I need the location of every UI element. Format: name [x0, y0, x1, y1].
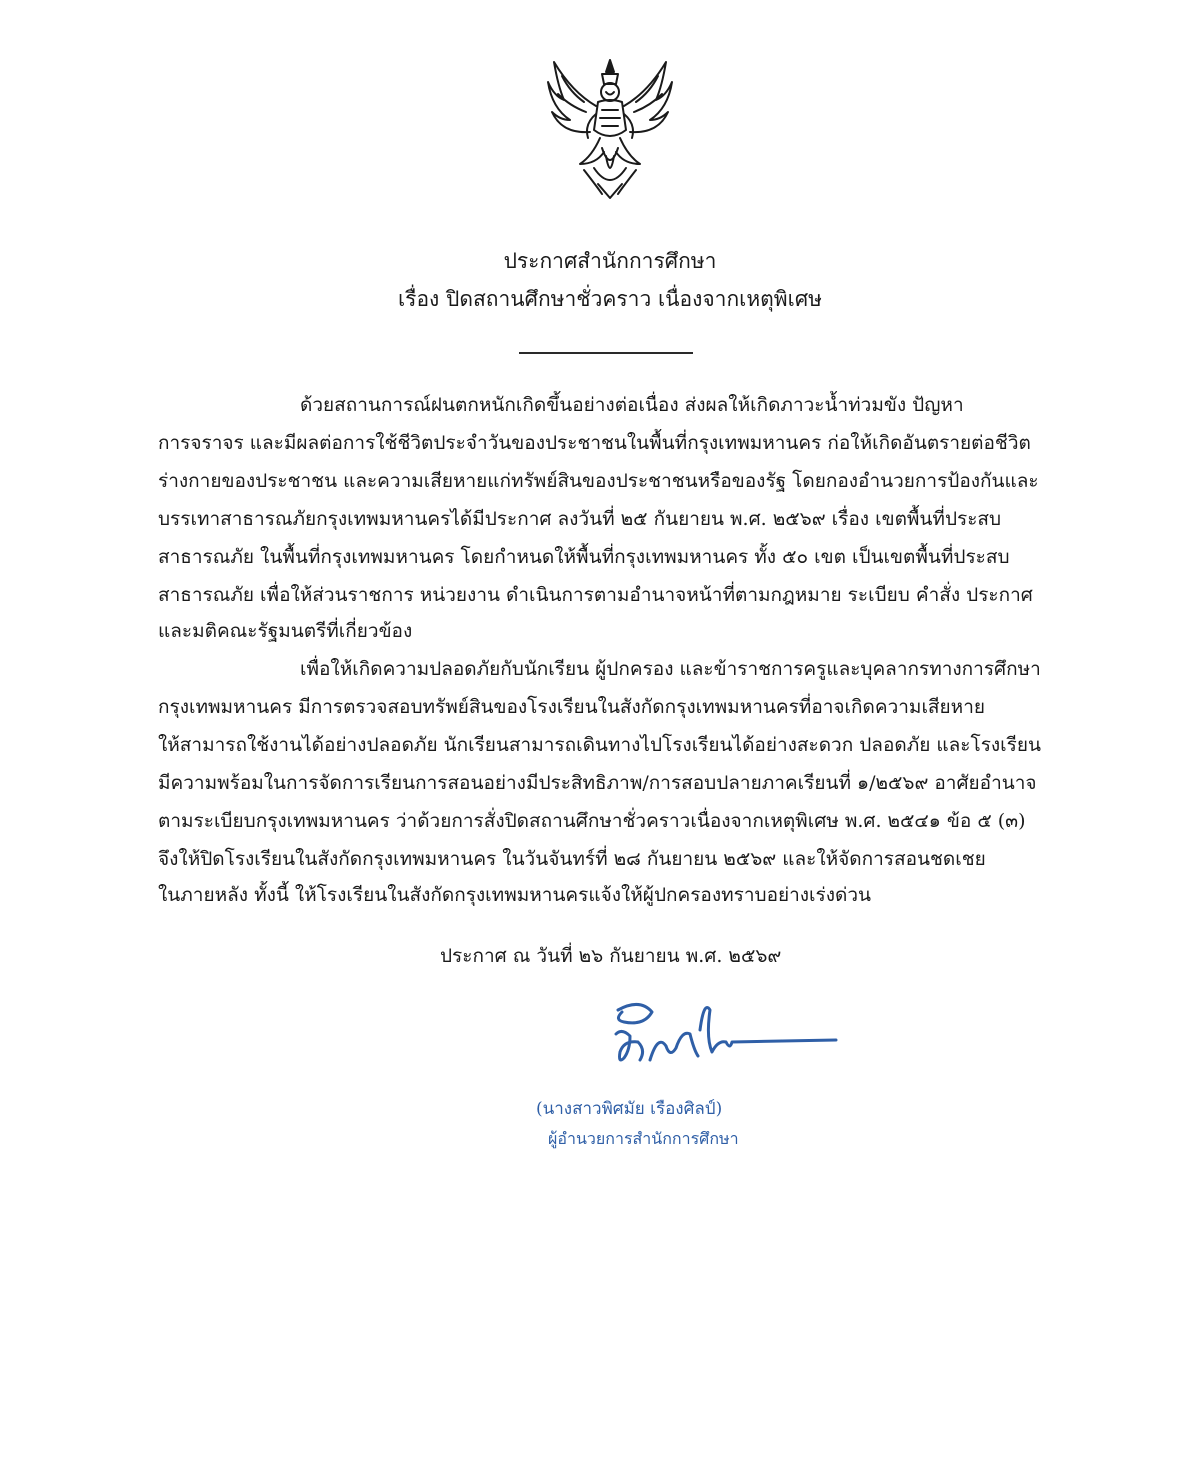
paragraph-2-line: กรุงเทพมหานคร มีการตรวจสอบทรัพย์สินของโรงเรียนในสังกัดกรุงเทพมหานครที่อาจเกิดความเสียหาย: [158, 696, 985, 718]
paragraph-2-line: จึงให้ปิดโรงเรียนในสังกัดกรุงเทพมหานคร ในวันจันทร์ที่ ๒๘ กันยายน ๒๕๖๙ และให้จัดการสอนชดเชย: [158, 848, 986, 870]
paragraph-1-line: บรรเทาสาธารณภัยกรุงเทพมหานครได้มีประกาศ ลงวันที่ ๒๕ กันยายน พ.ศ. ๒๕๖๙ เรื่อง เขตพื้นที่ประสบ: [158, 508, 1002, 530]
announcement-subject: เรื่อง ปิดสถานศึกษาชั่วคราว เนื่องจากเหตุพิเศษ: [397, 287, 823, 311]
announcement-title: ประกาศสำนักการศึกษา: [503, 249, 717, 273]
paragraph-2-line: ตามระเบียบกรุงเทพมหานคร ว่าด้วยการสั่งปิดสถานศึกษาชั่วคราวเนื่องจากเหตุพิเศษ พ.ศ. ๒๕๔๑ ข้อ ๕ (๓): [158, 810, 1026, 832]
paragraph-1-line: และมติคณะรัฐมนตรีที่เกี่ยวข้อง: [158, 620, 413, 642]
paragraph-1-line: ด้วยสถานการณ์ฝนตกหนักเกิดขึ้นอย่างต่อเนื่อง ส่งผลให้เกิดภาวะน้ำท่วมขัง ปัญหา: [300, 394, 964, 416]
paragraph-1-line: สาธารณภัย ในพื้นที่กรุงเทพมหานคร โดยกำหนดให้พื้นที่กรุงเทพมหานคร ทั้ง ๕๐ เขต เป็นเขตพื้นที่ประสบ: [158, 546, 1010, 568]
handwritten-signature: [600, 990, 840, 1080]
paragraph-1-line: ร่างกายของประชาชน และความเสียหายแก่ทรัพย์สินของประชาชนหรือของรัฐ โดยกองอำนวยการป้องกันและ: [158, 470, 1039, 492]
paragraph-2-line: ในภายหลัง ทั้งนี้ ให้โรงเรียนในสังกัดกรุงเทพมหานครแจ้งให้ผู้ปกครองทราบอย่างเร่งด่วน: [158, 884, 872, 906]
title-divider: [519, 352, 693, 354]
signatory-name: (นางสาวพิศมัย เรืองศิลป์): [536, 1099, 723, 1119]
paragraph-1-line: สาธารณภัย เพื่อให้ส่วนราชการ หน่วยงาน ดำเนินการตามอำนาจหน้าที่ตามกฎหมาย ระเบียบ คำสั่ง ประกาศ: [158, 584, 1033, 606]
signatory-position: ผู้อำนวยการสำนักการศึกษา: [548, 1129, 739, 1148]
paragraph-2-line: ให้สามารถใช้งานได้อย่างปลอดภัย นักเรียนสามารถเดินทางไปโรงเรียนได้อย่างสะดวก ปลอดภัย และโรงเรียน: [158, 734, 1041, 756]
paragraph-1-line: การจราจร และมีผลต่อการใช้ชีวิตประจำวันของประชาชนในพื้นที่กรุงเทพมหานคร ก่อให้เกิดอันตรายต่อชีวิต: [158, 432, 1031, 454]
paragraph-2-line: เพื่อให้เกิดความปลอดภัยกับนักเรียน ผู้ปกครอง และข้าราชการครูและบุคลากรทางการศึกษา: [300, 658, 1041, 680]
announcement-date: ประกาศ ณ วันที่ ๒๖ กันยายน พ.ศ. ๒๕๖๙: [440, 945, 782, 967]
paragraph-2-line: มีความพร้อมในการจัดการเรียนการสอนอย่างมีประสิทธิภาพ/การสอบปลายภาคเรียนที่ ๑/๒๕๖๙ อาศัยอำนาจ: [158, 772, 1037, 794]
garuda-emblem-icon: [540, 52, 680, 202]
